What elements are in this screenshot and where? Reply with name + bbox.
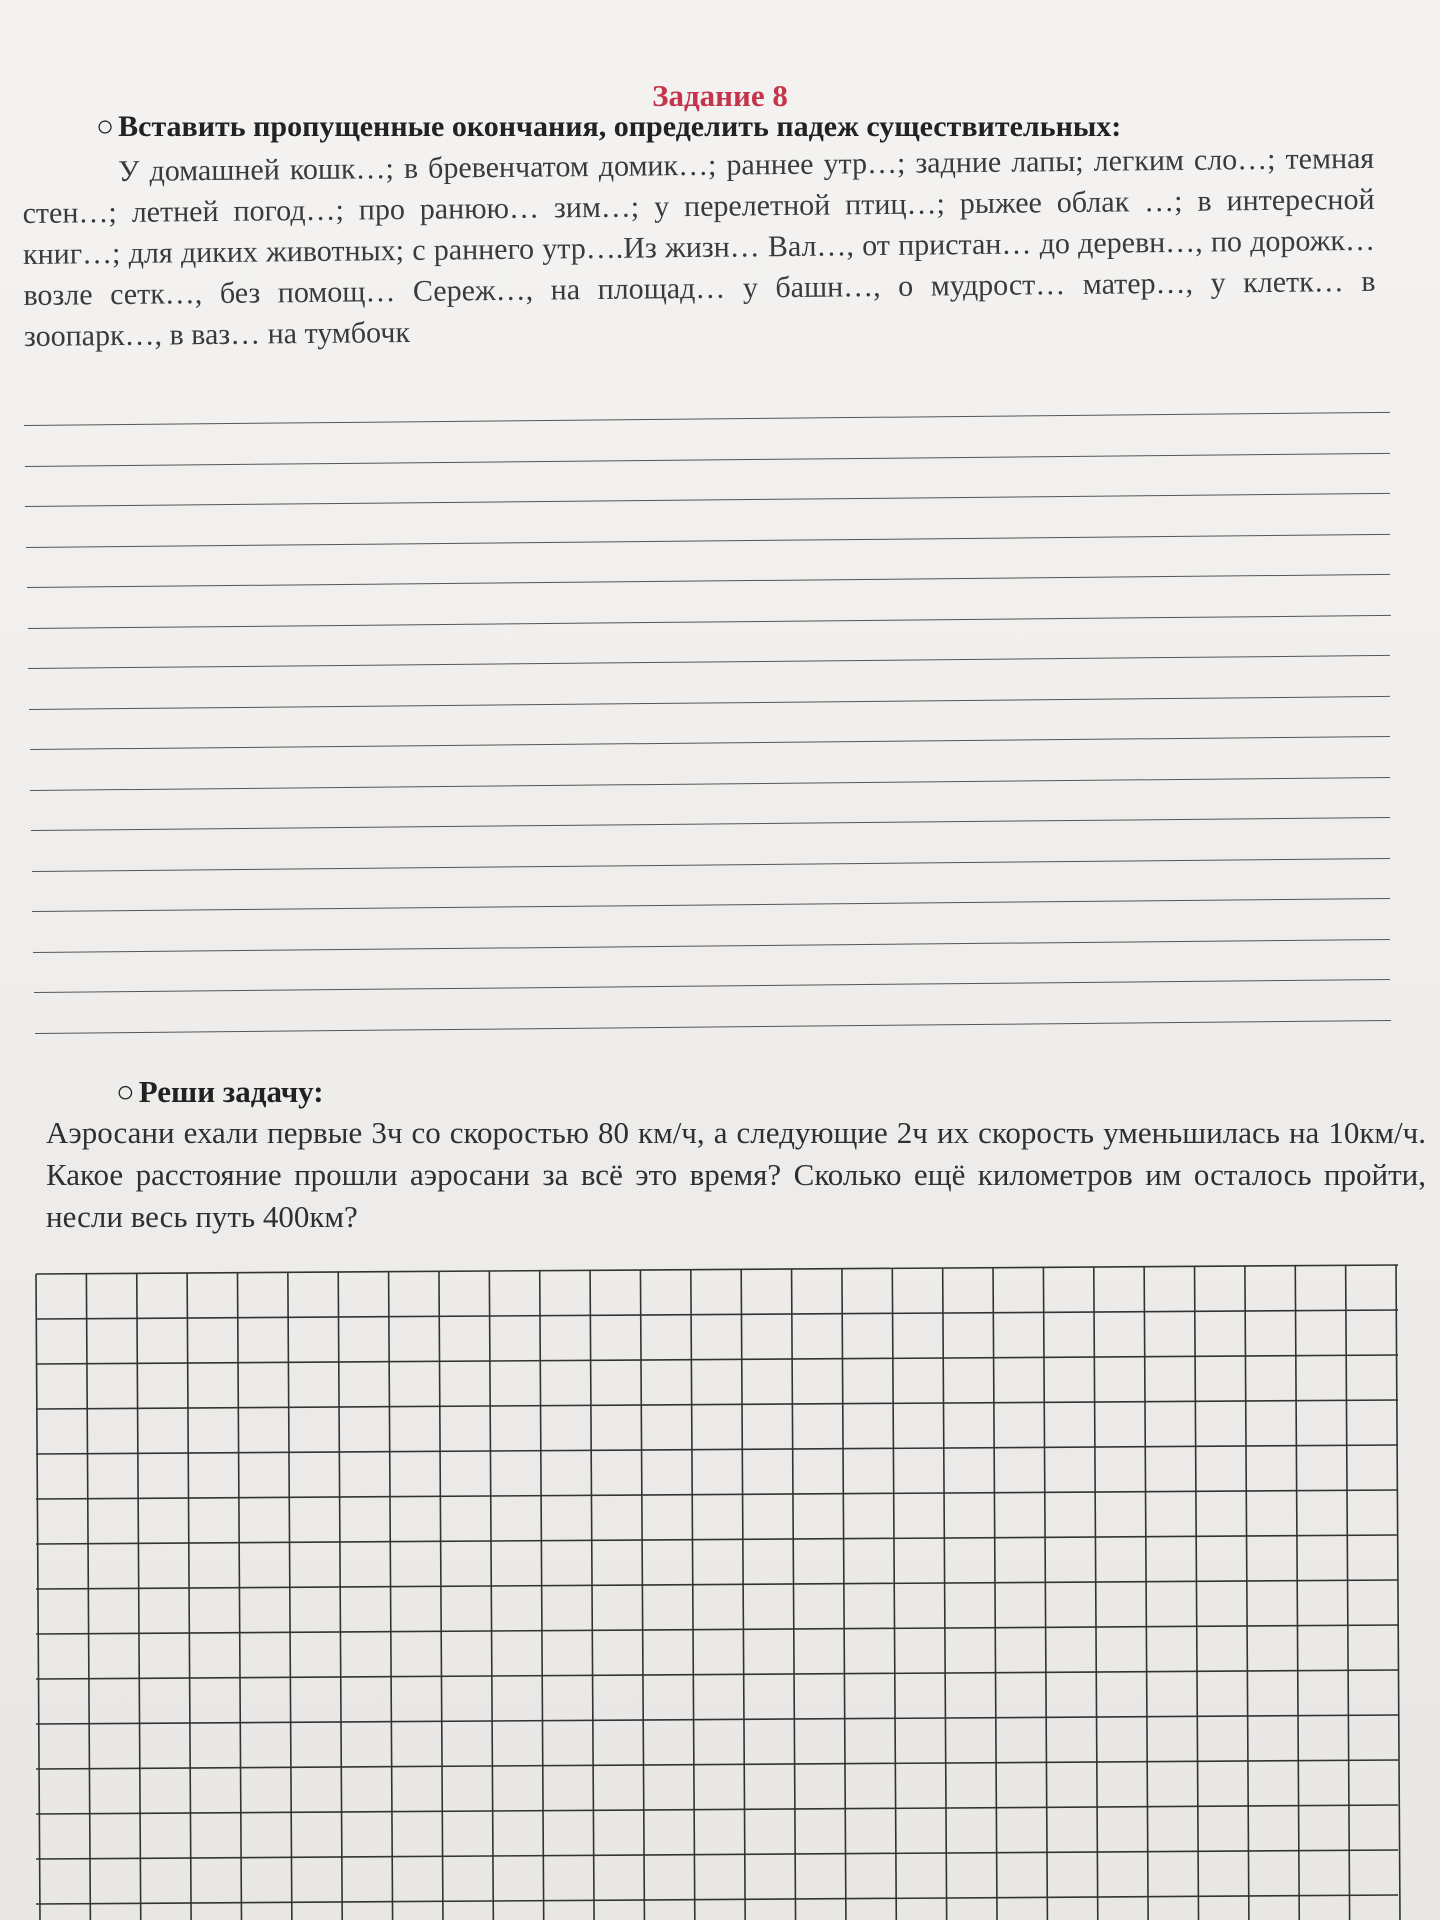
grid-row-line (36, 1310, 1398, 1319)
grid-column-line (842, 1268, 846, 1920)
grid-column-line (1295, 1265, 1299, 1920)
grid-column-line (993, 1267, 997, 1920)
grid-column-line (540, 1271, 544, 1920)
grid-column-line (1094, 1267, 1098, 1920)
answer-line[interactable] (28, 655, 1390, 669)
answer-line[interactable] (24, 412, 1390, 426)
grid-column-line (1396, 1265, 1400, 1920)
answer-line[interactable] (31, 817, 1390, 831)
grid-column-line (137, 1273, 141, 1920)
answer-line[interactable] (33, 938, 1390, 952)
grid-column-line (590, 1270, 594, 1920)
grid-row-line (36, 1400, 1398, 1409)
graph-paper-grid[interactable] (34, 1264, 1406, 1920)
grid-row-line (36, 1265, 1398, 1274)
exercise-paragraph (22, 138, 1376, 357)
answer-line[interactable] (34, 1019, 1389, 1033)
grid-column-line (489, 1271, 493, 1920)
instruction-bullet: ○ (96, 110, 115, 143)
grid-row-line (36, 1580, 1398, 1589)
grid-column-line (439, 1271, 443, 1920)
exercise-text: У домашней кошк…; в бревенчатом домик…; раннее утр…; задние лапы; легким сло…; темная стен…; летней погод…; про ранюю… зим…; у перелетной птиц…; рыжее облак …; в интересной книг…; для диких животных; с раннего утр….Из жизн… Вал…, от пристан… до деревн…, по дорожк… возле сетк…, без помощ… Сереж…, на площад… у башн…, о мудрост… матер…, у клетк… в зоопарк…, в ваз… на тумбочк (22, 141, 1376, 353)
grid-column-line (892, 1268, 896, 1920)
answer-line[interactable] (29, 695, 1390, 709)
answer-line[interactable] (32, 857, 1390, 871)
problem-text: Аэросани ехали первые 3ч со скоростью 80 км/ч, а следующие 2ч их скорость уменьшилась на 10км/ч. Какое расстояние прошли аэросани за всё это время? Сколько ещё километров им осталось пройти, несли весь путь 400км? (46, 1115, 1426, 1234)
grid-column-line (1144, 1266, 1148, 1920)
grid-row-line (36, 1355, 1398, 1364)
task-title: Задание 8 (652, 78, 788, 113)
grid-row-line (36, 1895, 1398, 1904)
grid-row-line (36, 1490, 1398, 1499)
instruction-text: Вставить пропущенные окончания, определить падеж существительных: (118, 110, 1122, 143)
grid-column-line (640, 1270, 644, 1920)
grid-column-line (741, 1269, 745, 1920)
task-heading-text: Реши задачу: (138, 1074, 324, 1109)
answer-lines[interactable] (24, 420, 1392, 1070)
grid-column-line (792, 1269, 796, 1920)
answer-line[interactable] (32, 898, 1390, 912)
grid-row-line (36, 1445, 1398, 1454)
grid-column-line (187, 1273, 191, 1920)
grid-row-line (36, 1535, 1398, 1544)
grid-column-line (338, 1272, 342, 1920)
grid-column-line (943, 1268, 947, 1920)
answer-line[interactable] (25, 493, 1390, 507)
answer-line[interactable] (30, 776, 1390, 790)
grid-column-line (1346, 1265, 1350, 1920)
grid-column-line (1245, 1266, 1249, 1920)
grid-column-line (691, 1269, 695, 1920)
task-bullet: ○ (116, 1074, 135, 1109)
grid-column-line (1195, 1266, 1199, 1920)
answer-line[interactable] (34, 979, 1390, 993)
answer-line[interactable] (27, 574, 1390, 588)
answer-line[interactable] (30, 736, 1390, 750)
answer-line[interactable] (25, 452, 1390, 466)
answer-line[interactable] (27, 614, 1389, 628)
grid-column-line (288, 1272, 292, 1920)
grid-column-line (389, 1272, 393, 1920)
grid-column-line (237, 1273, 241, 1920)
grid-column-line (36, 1274, 40, 1920)
answer-line[interactable] (26, 533, 1390, 547)
word-problem (46, 1100, 1426, 1238)
grid-column-line (1043, 1267, 1047, 1920)
grid-column-line (86, 1274, 90, 1920)
